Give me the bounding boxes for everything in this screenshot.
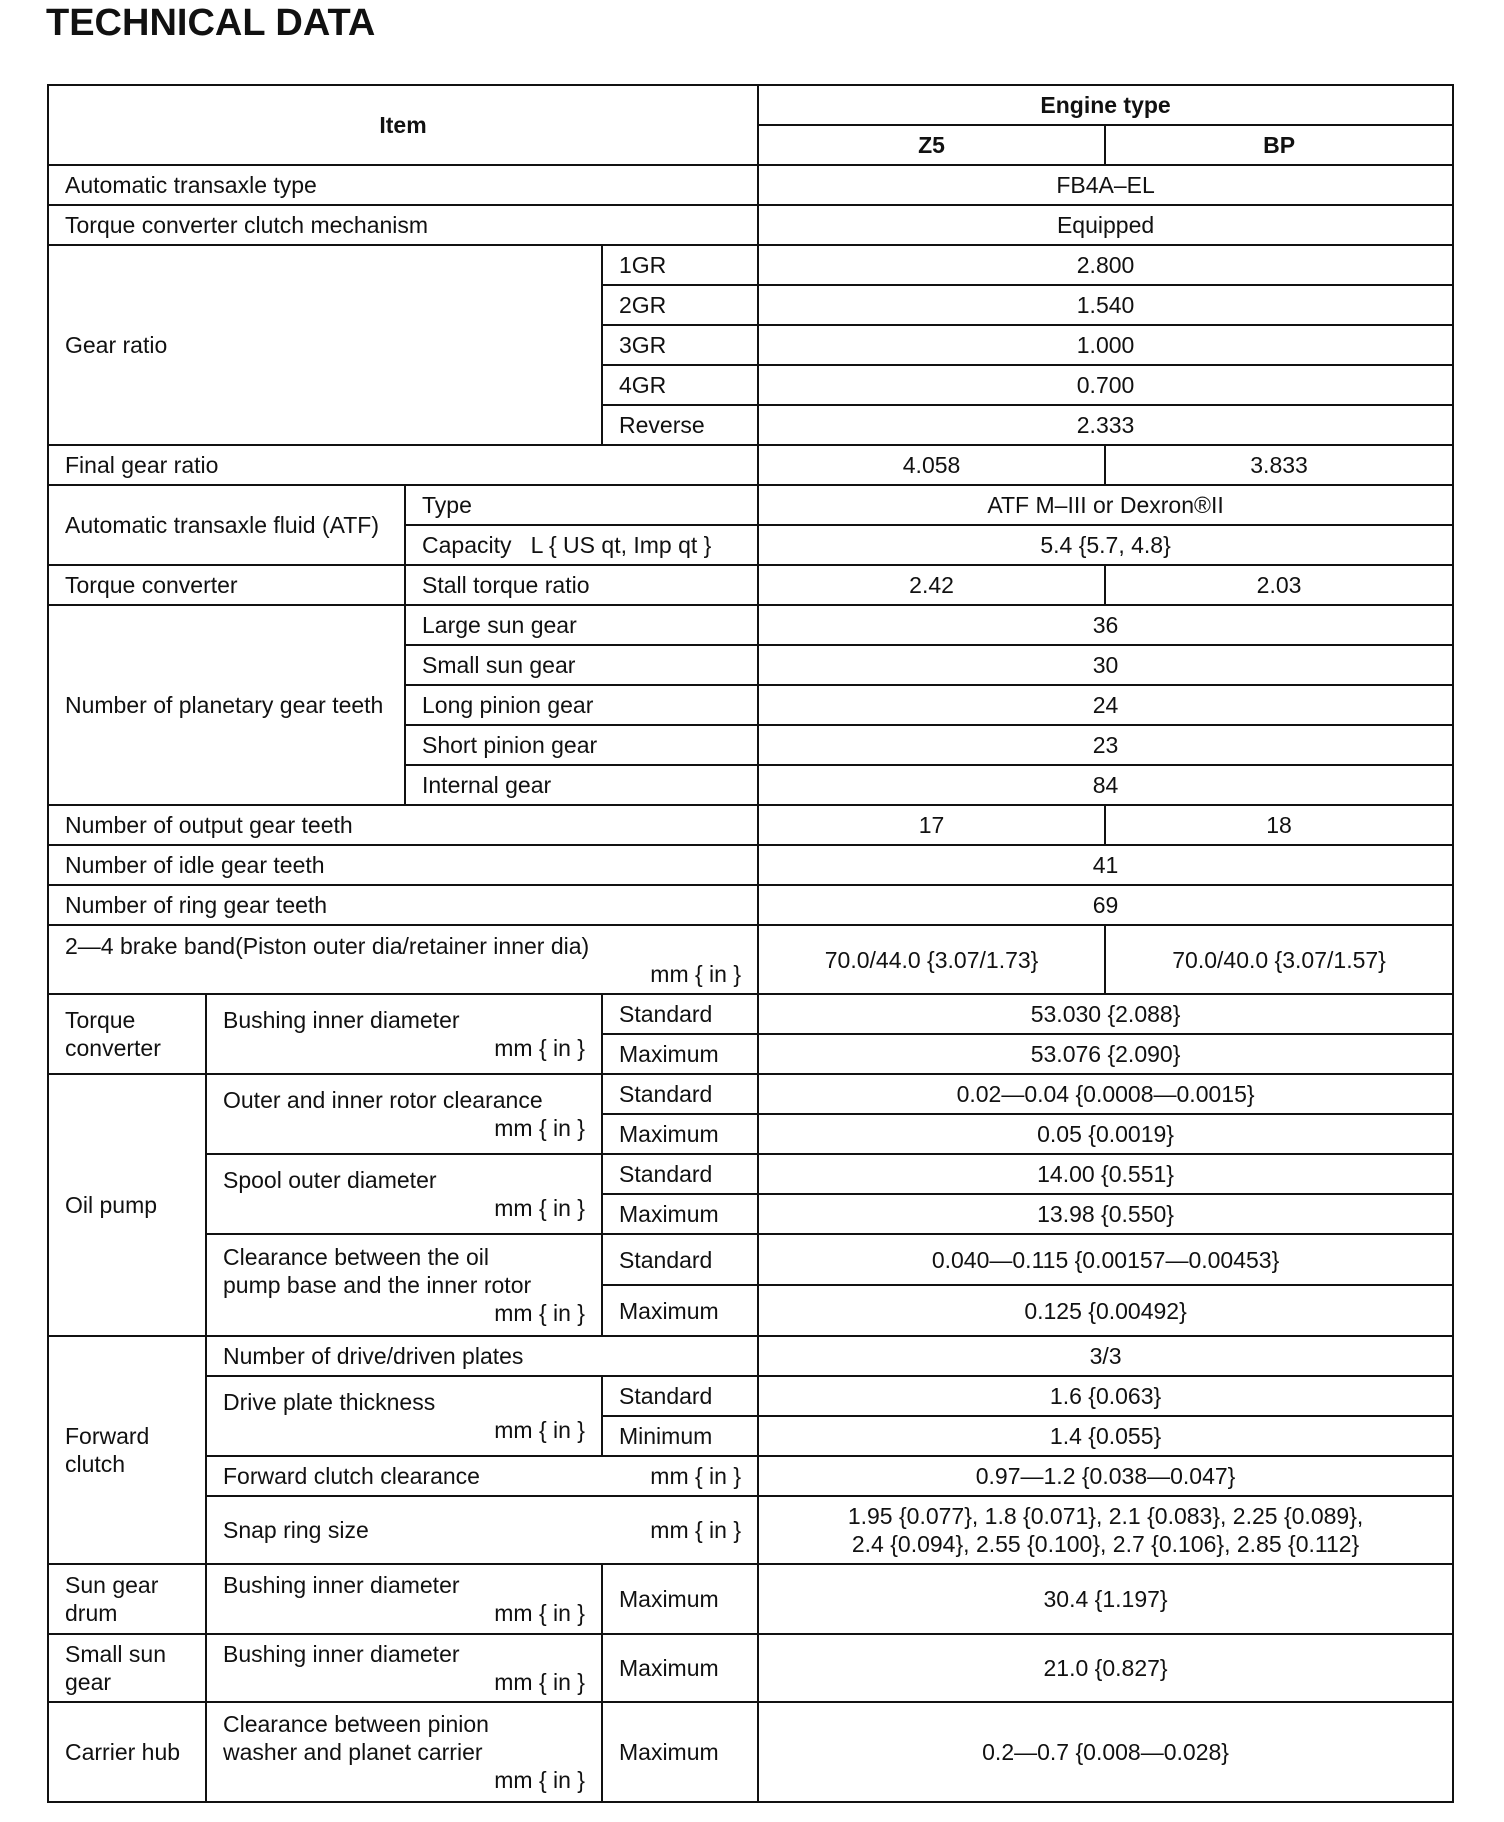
atf-capacity-cell [405,525,758,565]
sub-label: Standard [602,1154,758,1194]
table-row [48,1376,1453,1416]
row-label: Bushing inner diameter [223,1641,460,1667]
row-label: Drive plate thickness [223,1389,436,1415]
unit-label: mm { in } [494,1767,585,1793]
row-value: 1.000 [758,325,1453,365]
sub-label: Short pinion gear [405,725,758,765]
row-value: 24 [758,685,1453,725]
row-value: 30.4 {1.197} [758,1564,1453,1634]
spool-cell [206,1154,602,1234]
table-row [48,994,1453,1034]
row-label: Number of output gear teeth [48,805,758,845]
table-row [48,845,1453,885]
row-label: Number of ring gear teeth [48,885,758,925]
row-value: 84 [758,765,1453,805]
gear-ratio-label: Gear ratio [48,245,602,445]
sub-label: Maximum [602,1634,758,1702]
row-label-continued: pump base and the inner rotor [223,1272,532,1298]
bp-value: 2.03 [1105,565,1453,605]
row-value: 0.02—0.04 {0.0008—0.0015} [758,1074,1453,1114]
group-label: Carrier hub [48,1702,206,1802]
row-value: Equipped [758,205,1453,245]
page-title: TECHNICAL DATA [46,2,376,44]
row-label: Clearance between pinion [223,1711,489,1737]
unit-label: L { US qt, Imp qt } [530,532,712,558]
z5-value: 70.0/44.0 {3.07/1.73} [758,925,1105,994]
sub-label: Long pinion gear [405,685,758,725]
small-sun-cell [206,1634,602,1702]
sub-label: Maximum [602,1034,758,1074]
table-row [48,1564,1453,1634]
sub-label: Standard [602,1376,758,1416]
table-row [48,1154,1453,1194]
table-row [48,1634,1453,1702]
atf-label: Automatic transaxle fluid (ATF) [48,485,405,565]
table-row [48,925,1453,994]
table-row [48,1456,1453,1496]
bp-value: 18 [1105,805,1453,845]
row-label: Automatic transaxle type [48,165,758,205]
sub-label: Large sun gear [405,605,758,645]
header-item: Item [48,85,758,165]
unit-label: mm { in } [494,1669,585,1695]
header-bp: BP [1105,125,1453,165]
sub-label: 2GR [602,285,758,325]
row-value: 14.00 {0.551} [758,1154,1453,1194]
snap-ring-values [758,1496,1453,1564]
table-row [48,485,1453,525]
row-value: 0.2—0.7 {0.008—0.028} [758,1702,1453,1802]
row-label: Torque converter [48,565,405,605]
sub-label: Maximum [602,1702,758,1802]
planetary-label: Number of planetary gear teeth [48,605,405,805]
row-value: 0.125 {0.00492} [758,1285,1453,1336]
table-row [48,165,1453,205]
table-row [48,805,1453,845]
row-value: 0.040—0.115 {0.00157—0.00453} [758,1234,1453,1285]
row-label: Bushing inner diameter [223,1572,460,1598]
group-label: Torque converter [48,994,206,1074]
row-value: 5.4 {5.7, 4.8} [758,525,1453,565]
sub-label: Internal gear [405,765,758,805]
sun-drum-cell [206,1564,602,1634]
table-row [48,1336,1453,1376]
sub-label: Type [405,485,758,525]
row-value: 41 [758,845,1453,885]
table-row [48,1496,1453,1564]
table-row [48,565,1453,605]
z5-value: 2.42 [758,565,1105,605]
row-label: Clearance between the oil [223,1244,489,1270]
sub-label: Maximum [602,1114,758,1154]
row-label: 2—4 brake band(Piston outer dia/retainer inner dia) [65,932,590,959]
table-row [48,1234,1453,1285]
group-label: Oil pump [48,1074,206,1336]
row-value: 23 [758,725,1453,765]
row-label: Spool outer diameter [223,1167,437,1193]
unit-label: mm { in } [494,1600,585,1626]
sub-label: 3GR [602,325,758,365]
unit-label: mm { in } [494,1035,585,1061]
table-row [48,445,1453,485]
sub-label: Standard [602,1234,758,1285]
header-engine-type: Engine type [758,85,1453,125]
carrier-cell [206,1702,602,1802]
unit-label: mm { in } [650,1463,742,1489]
row-label: Outer and inner rotor clearance [223,1087,543,1113]
rotor-cell [206,1074,602,1154]
brake-band-cell [48,925,758,994]
tc-bushing-cell [206,994,602,1074]
row-value: 3/3 [758,1336,1453,1376]
table-row [48,205,1453,245]
row-label: Torque converter clutch mechanism [48,205,758,245]
sub-label: Standard [602,994,758,1034]
sub-label: Stall torque ratio [405,565,758,605]
row-value: 0.05 {0.0019} [758,1114,1453,1154]
row-value: 1.4 {0.055} [758,1416,1453,1456]
row-value: 13.98 {0.550} [758,1194,1453,1234]
sub-label: Standard [602,1074,758,1114]
row-value: 2.333 [758,405,1453,445]
clearance-cell [206,1456,758,1496]
row-value: 53.030 {2.088} [758,994,1453,1034]
unit-label: mm { in } [494,1195,585,1221]
row-value: 0.700 [758,365,1453,405]
unit-label: mm { in } [650,1517,742,1543]
row-label: Snap ring size [223,1517,369,1543]
row-label: Number of drive/driven plates [206,1336,758,1376]
group-label: Forward clutch [48,1336,206,1564]
header-z5: Z5 [758,125,1105,165]
pump-base-cell [206,1234,602,1336]
technical-data-table [47,84,1454,1803]
unit-label: mm { in } [494,1300,585,1326]
table-row [48,605,1453,645]
group-label: Sun gear drum [48,1564,206,1634]
row-label: Bushing inner diameter [223,1007,460,1033]
row-value: 21.0 {0.827} [758,1634,1453,1702]
sub-label: Minimum [602,1416,758,1456]
sub-label: Maximum [602,1564,758,1634]
table-row [48,1074,1453,1114]
sub-label: Maximum [602,1194,758,1234]
row-value: FB4A–EL [758,165,1453,205]
group-label: Small sun gear [48,1634,206,1702]
table-row [48,885,1453,925]
row-value: 30 [758,645,1453,685]
table-row [48,1702,1453,1802]
thickness-cell [206,1376,602,1456]
row-value: ATF M–III or Dexron®II [758,485,1453,525]
sub-label: 1GR [602,245,758,285]
row-label: Forward clutch clearance [223,1463,480,1489]
row-value-continued: 2.4 {0.094}, 2.55 {0.100}, 2.7 {0.106}, 2.85 {0.112} [851,1531,1360,1557]
sub-label: Reverse [602,405,758,445]
row-label: Final gear ratio [48,445,758,485]
z5-value: 4.058 [758,445,1105,485]
row-value: 36 [758,605,1453,645]
unit-label: mm { in } [494,1115,585,1141]
row-value: 69 [758,885,1453,925]
sub-label: Maximum [602,1285,758,1336]
row-value: 1.6 {0.063} [758,1376,1453,1416]
bp-value: 3.833 [1105,445,1453,485]
bp-value: 70.0/40.0 {3.07/1.57} [1105,925,1453,994]
row-value: 1.540 [758,285,1453,325]
snap-ring-cell [206,1496,758,1564]
unit-label: mm { in } [494,1417,585,1443]
row-value: 0.97—1.2 {0.038—0.047} [758,1456,1453,1496]
sub-label: Capacity [422,532,512,558]
table-row [48,245,1453,285]
row-label-continued: washer and planet carrier [223,1739,483,1765]
z5-value: 17 [758,805,1105,845]
sub-label: 4GR [602,365,758,405]
unit-label: mm { in } [650,960,742,987]
row-value: 2.800 [758,245,1453,285]
row-value: 53.076 {2.090} [758,1034,1453,1074]
row-value: 1.95 {0.077}, 1.8 {0.071}, 2.1 {0.083}, 2.25 {0.089}, [847,1503,1364,1529]
row-label: Number of idle gear teeth [48,845,758,885]
sub-label: Small sun gear [405,645,758,685]
